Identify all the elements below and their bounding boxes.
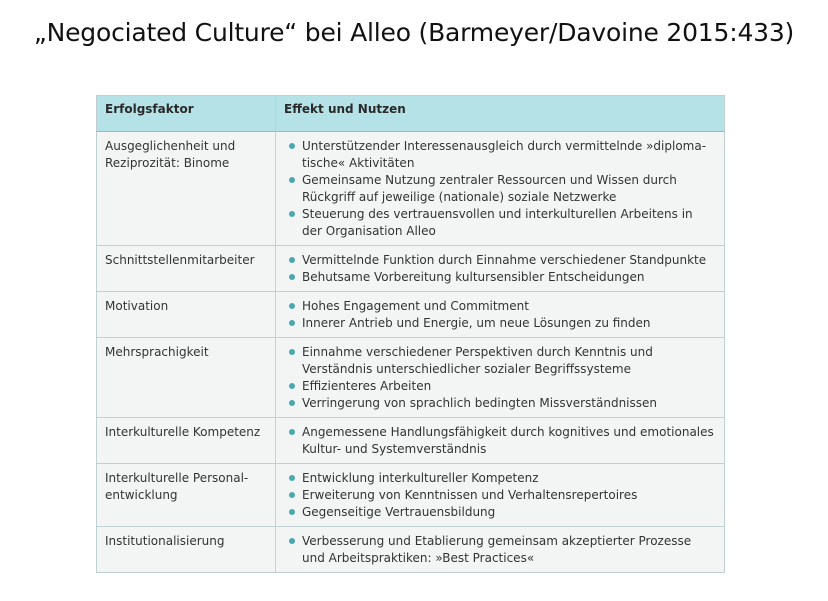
effect-item: Effizienteres Arbeiten — [287, 378, 716, 395]
table-row — [97, 246, 725, 292]
table-row — [97, 527, 725, 573]
factor-cell: Interkulturelle Personal-entwicklung — [97, 464, 276, 527]
effect-item: Verringerung von sprachlich bedingten Missverständnissen — [287, 395, 716, 412]
effect-item: Einnahme verschiedener Perspektiven durch Kenntnis und Verständnis unterschiedlicher sozialer Begriffssysteme — [287, 344, 716, 378]
effects-list — [287, 138, 716, 240]
effects-cell — [276, 418, 725, 464]
effects-list — [287, 344, 716, 412]
header-effekt-und-nutzen: Effekt und Nutzen — [276, 96, 725, 132]
effect-item: Verbesserung und Etablierung gemeinsam akzeptierter Prozesse und Arbeitspraktiken: »Best Practices« — [287, 533, 716, 567]
header-erfolgsfaktor: Erfolgsfaktor — [97, 96, 276, 132]
effect-item: Innerer Antrieb und Energie, um neue Lösungen zu finden — [287, 315, 716, 332]
effect-item: Unterstützender Interessenausgleich durch vermittelnde »diploma-tische« Aktivitäten — [287, 138, 716, 172]
table-body — [97, 132, 725, 573]
effects-list — [287, 424, 716, 458]
table-row — [97, 292, 725, 338]
effects-cell — [276, 246, 725, 292]
effects-list — [287, 533, 716, 567]
effect-item: Behutsame Vorbereitung kultursensibler Entscheidungen — [287, 269, 716, 286]
effect-item: Steuerung des vertrauensvollen und interkulturellen Arbeitens in der Organisation Alleo — [287, 206, 716, 240]
table-row — [97, 418, 725, 464]
effect-item: Hohes Engagement und Commitment — [287, 298, 716, 315]
factor-cell: Mehrsprachigkeit — [97, 338, 276, 418]
factor-cell: Institutionalisierung — [97, 527, 276, 573]
effects-cell — [276, 292, 725, 338]
effect-item: Erweiterung von Kenntnissen und Verhaltensrepertoires — [287, 487, 716, 504]
effects-cell — [276, 338, 725, 418]
table-header-row — [97, 96, 725, 132]
factor-cell: Interkulturelle Kompetenz — [97, 418, 276, 464]
effect-item: Gemeinsame Nutzung zentraler Ressourcen und Wissen durch Rückgriff auf jeweilige (nationale) soziale Netzwerke — [287, 172, 716, 206]
effect-item: Angemessene Handlungsfähigkeit durch kognitives und emotionales Kultur- und Systemverständnis — [287, 424, 716, 458]
factor-cell: Schnittstellenmitarbeiter — [97, 246, 276, 292]
table-row — [97, 132, 725, 246]
effect-item: Entwicklung interkultureller Kompetenz — [287, 470, 716, 487]
effects-cell — [276, 527, 725, 573]
effects-list — [287, 298, 716, 332]
table-row — [97, 338, 725, 418]
slide-title: „Negociated Culture“ bei Alleo (Barmeyer/Davoine 2015:433) — [33, 18, 795, 47]
effects-cell — [276, 132, 725, 246]
table-row — [97, 464, 725, 527]
success-factors-table — [96, 95, 725, 573]
effects-list — [287, 252, 716, 286]
factor-cell: Ausgeglichenheit und Reziprozität: Binome — [97, 132, 276, 246]
effects-cell — [276, 464, 725, 527]
effect-item: Vermittelnde Funktion durch Einnahme verschiedener Standpunkte — [287, 252, 716, 269]
effects-list — [287, 470, 716, 521]
factor-cell: Motivation — [97, 292, 276, 338]
effect-item: Gegenseitige Vertrauensbildung — [287, 504, 716, 521]
